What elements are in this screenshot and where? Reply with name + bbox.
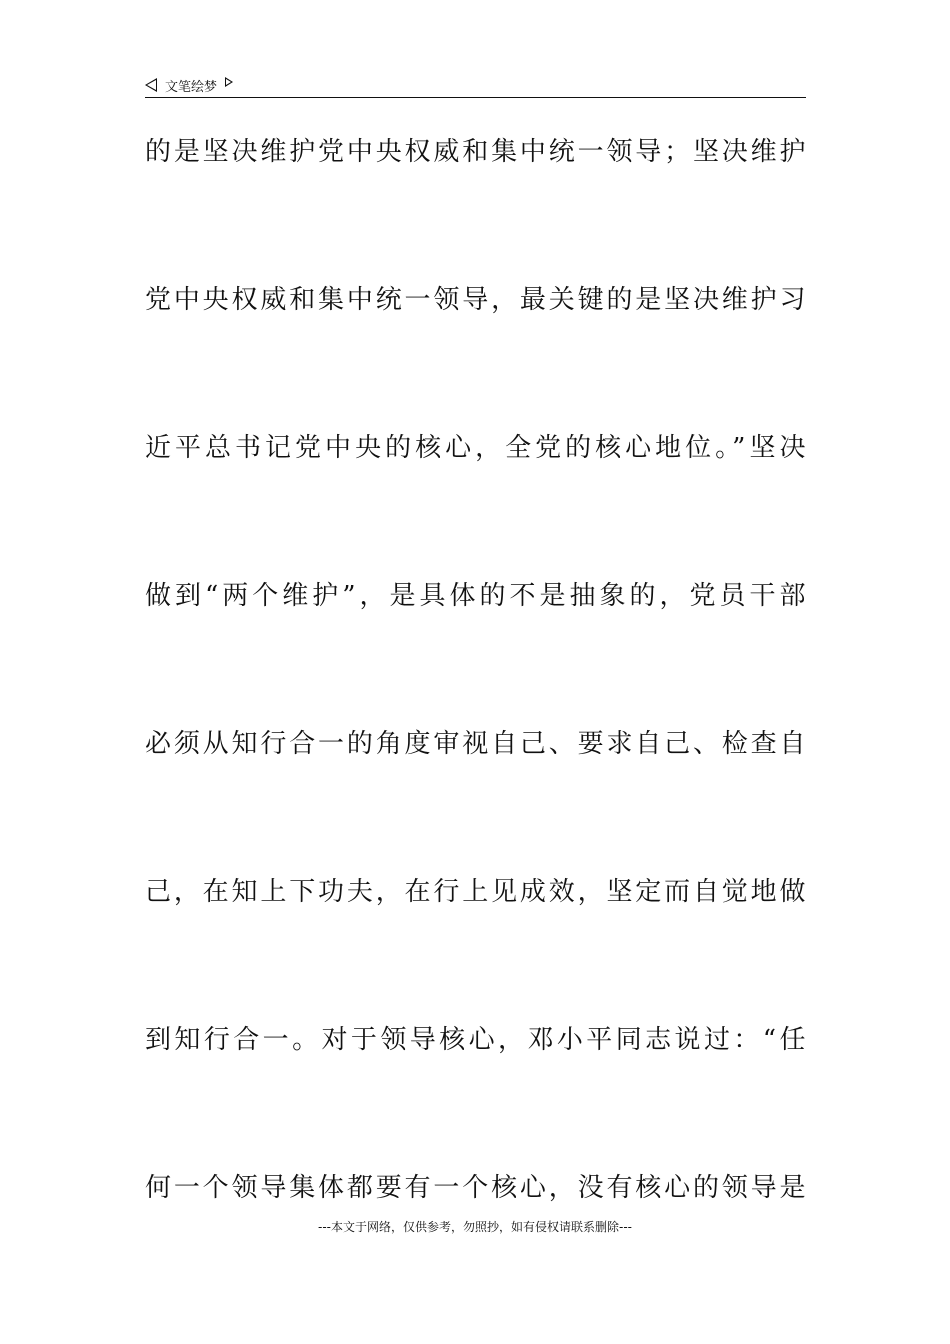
page-header — [145, 74, 233, 96]
text-line: 做到“两个维护”，是具体的不是抽象的，党员干部 — [145, 581, 806, 611]
triangle-right-icon — [225, 77, 233, 87]
header-divider — [145, 97, 806, 98]
text-line: 到知行合一。对于领导核心，邓小平同志说过：“任 — [145, 1025, 806, 1055]
text-line: 己，在知上下功夫，在行上见成效，坚定而自觉地做 — [145, 877, 806, 907]
text-line: 必须从知行合一的角度审视自己、要求自己、检查自 — [145, 729, 806, 759]
document-body — [145, 126, 806, 1310]
header-title: 文笔绘梦 — [165, 79, 218, 95]
text-line: 的是坚决维护党中央权威和集中统一领导；坚决维护 — [145, 137, 806, 167]
triangle-left-icon — [145, 78, 157, 92]
footer-notice: ---本文于网络，仅供参考，勿照抄，如有侵权请联系删除--- — [318, 1220, 632, 1234]
text-line: 近平总书记党中央的核心，全党的核心地位。”坚决 — [145, 433, 806, 463]
text-line: 何一个领导集体都要有一个核心，没有核心的领导是 — [145, 1173, 806, 1203]
text-line: 党中央权威和集中统一领导，最关键的是坚决维护习 — [145, 285, 806, 315]
